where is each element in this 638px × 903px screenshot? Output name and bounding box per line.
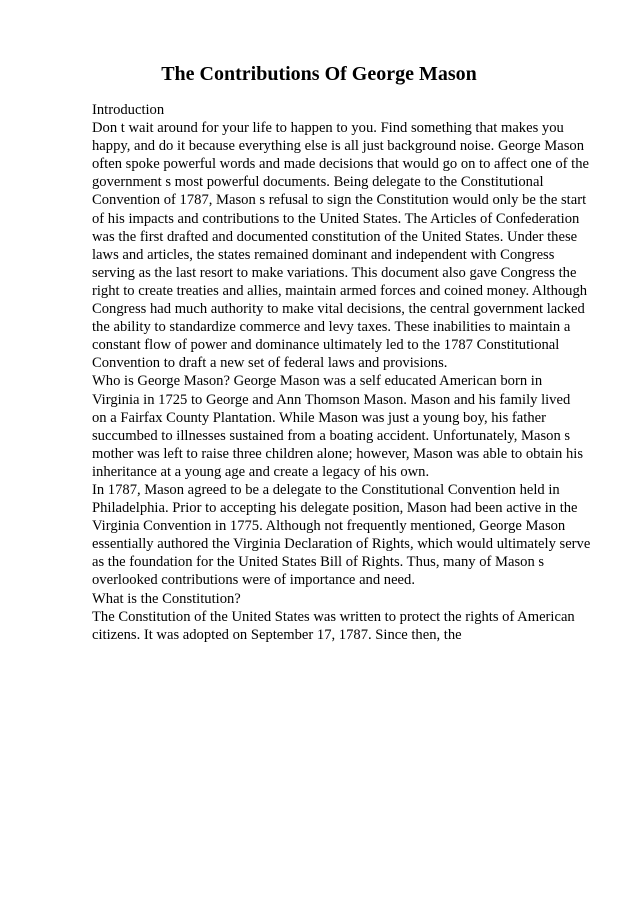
text-line: Convention of 1787, Mason s refusal to sign the Constitution would only be the start [92,192,587,209]
text-line: inheritance at a young age and create a legacy of his own. [92,463,430,480]
text-line: Philadelphia. Prior to accepting his delegate position, Mason had been active in the [92,500,578,517]
text-line: on a Fairfax County Plantation. While Mason was just a young boy, his father [92,409,546,426]
text-line: happy, and do it because everything else is all just background noise. George Mason [92,138,585,155]
text-line: citizens. It was adopted on September 17, 1787. Since then, the [92,626,462,643]
text-line: laws and articles, the states remained dominant and independent with Congress [92,246,555,263]
text-line: government s most powerful documents. Being delegate to the Constitutional [92,174,544,191]
text-line: the ability to standardize commerce and levy taxes. These inabilities to maintain a [92,319,571,336]
text-line: overlooked contributions were of importance and need. [92,572,415,589]
text-line: right to create treaties and allies, maintain armed forces and coined money. Although [92,282,588,299]
text-line: Virginia Convention in 1775. Although not frequently mentioned, George Mason [92,518,566,535]
text-line: Who is George Mason? George Mason was a self educated American born in [92,373,543,390]
document-body [92,101,594,644]
text-line: Convention to draft a new set of federal laws and provisions. [92,355,448,372]
text-line: mother was left to raise three children alone; however, Mason was able to obtain his [92,445,583,462]
text-line: constant flow of power and dominance ultimately led to the 1787 Constitutional [92,337,560,354]
text-line: succumbed to illnesses sustained from a boating accident. Unfortunately, Mason s [92,427,571,444]
text-line: essentially authored the Virginia Declaration of Rights, which would ultimately serve [92,536,591,553]
text-line: as the foundation for the United States Bill of Rights. Thus, many of Mason s [92,554,545,571]
text-line: often spoke powerful words and made decisions that would go on to affect one of the [92,156,590,173]
heading-introduction: Introduction [92,102,165,118]
text-line: In 1787, Mason agreed to be a delegate to the Constitutional Convention held in [92,481,560,498]
text-line: serving as the last resort to make variations. This document also gave Congress the [92,264,577,281]
text-line: The Constitution of the United States was written to protect the rights of American [92,608,575,625]
heading-constitution: What is the Constitution? [92,590,241,607]
text-line: Virginia in 1725 to George and Ann Thomson Mason. Mason and his family lived [92,391,571,408]
document-title: The Contributions Of George Mason [161,63,477,85]
text-line: Congress had much authority to make vital decisions, the central government lacked [92,301,585,318]
text-line: was the first drafted and documented constitution of the United States. Under these [92,228,578,245]
text-line: of his impacts and contributions to the United States. The Articles of Confederation [92,210,580,227]
text-line: Don t wait around for your life to happen to you. Find something that makes you [92,120,564,137]
